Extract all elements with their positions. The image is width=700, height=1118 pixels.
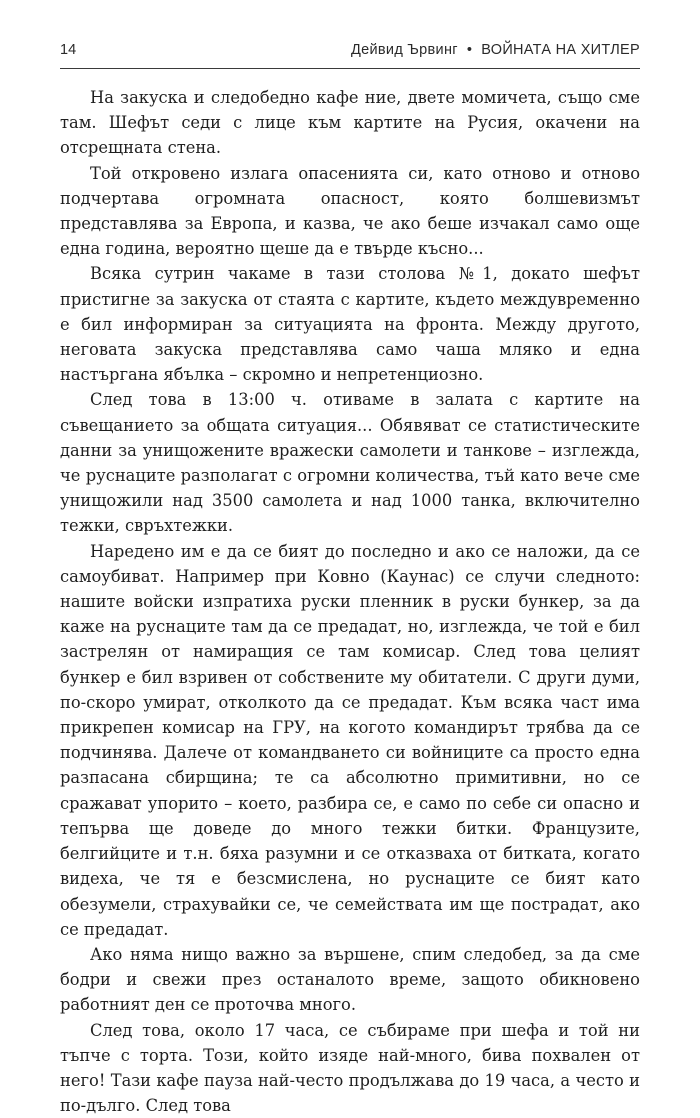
page-number: 14 [60,42,77,58]
page-header [60,30,640,69]
header-separator: • [466,42,473,58]
paragraph-1: На закуска и следобедно кафе ние, двете момичета, също сме там. Шефът седи с лице към картите на Русия, окачени на отсрещната стена. [60,88,640,158]
paragraph-6: Ако няма нищо важно за вършене, спим следобед, за да сме бодри и свежи през останалото време, защото обикновено работният ден се проточва много. [60,944,640,1015]
paragraph-3: Всяка сутрин чакаме в тази столова №1, докато шефът пристигне за закуска от стаята с картите, където междувременно е бил информиран за ситуацията на фронта. Между другото, неговата закуска представлява само чаша мляко и една настъргана ябълка – скромно и непретенциозно. [60,264,640,385]
book-title: ВОЙНАТА НА ХИТЛЕР [481,42,640,58]
author-name: Дейвид Ървинг [351,42,458,58]
paragraph-2: Той откровено излага опасенията си, като отново и отново подчертава огромната опасност, която болшевизмът представлява за Европа, и казва, че ако беше изчакал само още една година, вероятно щеше да е твърде късно... [60,163,640,259]
running-head [351,42,640,58]
paragraph-4: След това в 13:00 ч. отиваме в залата с картите на съвещанието за общата ситуация... Обявяват се статистическите данни за унищожените вражески самолети и танкове – изглежда, че руснаците разполагат с огромни количества, тъй като вече сме унищожили над 3500 самолета и над 1000 танка, включително тежки, свръхтежки. [60,390,640,536]
paragraph-5: Наредено им е да се бият до последно и ако се наложи, да се самоубиват. Например при Ковно (Каунас) се случи следното: нашите войски изпратиха руски пленник в руски бункер, за да каже на руснаците там да се предадат, но, изглежда, че той е бил застрелян от намиращия се там комисар. След това целият бункер е бил взривен от собствените му обитатели. С други думи, по-скоро умират, отколкото да се предадат. Към всяка част има прикрепен комисар на ГРУ, на когото командирът трябва да се подчинява. Далече от командването си войниците са просто една разпасана сбирщина; те са абсолютно примитивни, но се сражават упорито – което, разбира се, е само по себе си опасно и тепърва ще доведе до много тежки битки. Французите, белгийците и т.н. бяха разумни и се отказваха от битката, когато видеха, че тя е безсмислена, но руснаците се бият като обезумели, страхувайки се, че семействата им ще пострадат, ако се предадат. [60,541,640,939]
body-text [60,85,640,1118]
paragraph-7: След това, около 17 часа, се събираме при шефа и той ни тъпче с торта. Този, който изяде най-много, бива похвален от него! Тази кафе пауза най-често продължава до 19 часа, а често и по-дълго. След това [60,1020,640,1116]
